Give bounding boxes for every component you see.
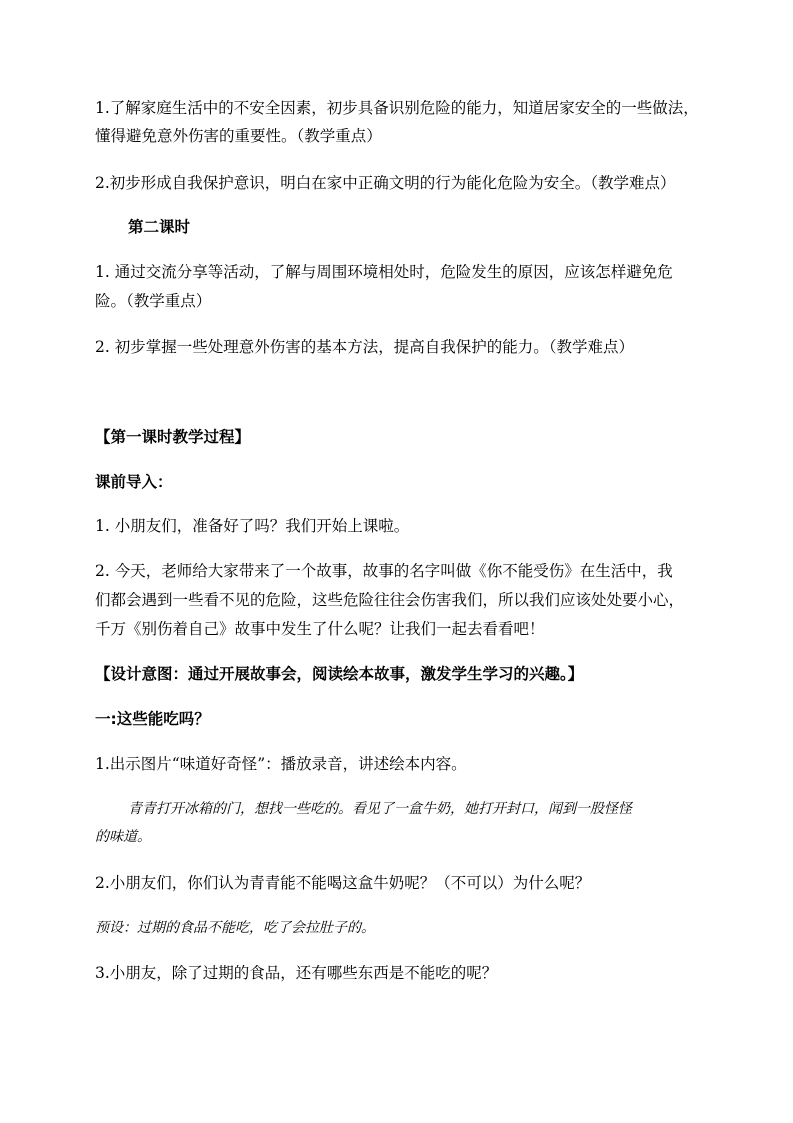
activity-step-2: 2.小朋友们，你们认为青青能不能喝这盒牛奶呢？（不可以）为什么呢？	[95, 874, 591, 892]
story-text-line-1: 青青打开冰箱的门，想找一些吃的。看见了一盒牛奶，她打开封口，闻到一股怪怪	[128, 801, 632, 817]
expected-answer: 预设：过期的食品不能吃，吃了会拉肚子的。	[95, 920, 375, 936]
intro-step-1: 1. 小朋友们，准备好了吗？我们开始上课啦。	[95, 517, 410, 535]
objective-1-line-2: 懂得避免意外伤害的重要性。（教学重点）	[95, 127, 382, 145]
design-intent-note: 【设计意图：通过开展故事会，阅读绘本故事，激发学生学习的兴趣。】	[95, 665, 584, 683]
subheading-can-these-be-eaten: 一:这些能吃吗？	[95, 710, 210, 728]
intro-step-2-line-3: 千万《别伤着自己》故事中发生了什么呢？让我们一起去看看吧！	[95, 620, 545, 638]
second-lesson-objective-1-line-1: 1. 通过交流分享等活动，了解与周围环境相处时，危险发生的原因，应该怎样避免危	[95, 263, 673, 281]
second-lesson-objective-1-line-2: 险。（教学重点）	[95, 292, 212, 310]
section-heading-second-lesson: 第二课时	[128, 218, 191, 236]
activity-step-3: 3.小朋友，除了过期的食品，还有哪些东西是不能吃的呢？	[95, 964, 498, 982]
subheading-pre-class-intro: 课前导入：	[95, 473, 173, 491]
objective-1-line-1: 1.了解家庭生活中的不安全因素，初步具备识别危险的能力，知道居家安全的一些做法，	[95, 99, 699, 117]
second-lesson-objective-2: 2. 初步掌握一些处理意外伤害的基本方法，提高自我保护的能力。（教学难点）	[95, 338, 634, 356]
section-heading-first-lesson-process: 【第一课时教学过程】	[95, 428, 251, 446]
intro-step-2-line-1: 2. 今天，老师给大家带来了一个故事，故事的名字叫做《你不能受伤》在生活中，我	[95, 562, 673, 580]
story-text-line-2: 的味道。	[95, 829, 151, 845]
activity-step-1: 1.出示图片“味道好奇怪”：播放录音，讲述绘本内容。	[95, 755, 467, 773]
intro-step-2-line-2: 们都会遇到一些看不见的危险，这些危险往往会伤害我们，所以我们应该处处要小心，	[95, 591, 685, 609]
objective-2: 2.初步形成自我保护意识，明白在家中正确文明的行为能化危险为安全。（教学难点）	[95, 174, 676, 192]
